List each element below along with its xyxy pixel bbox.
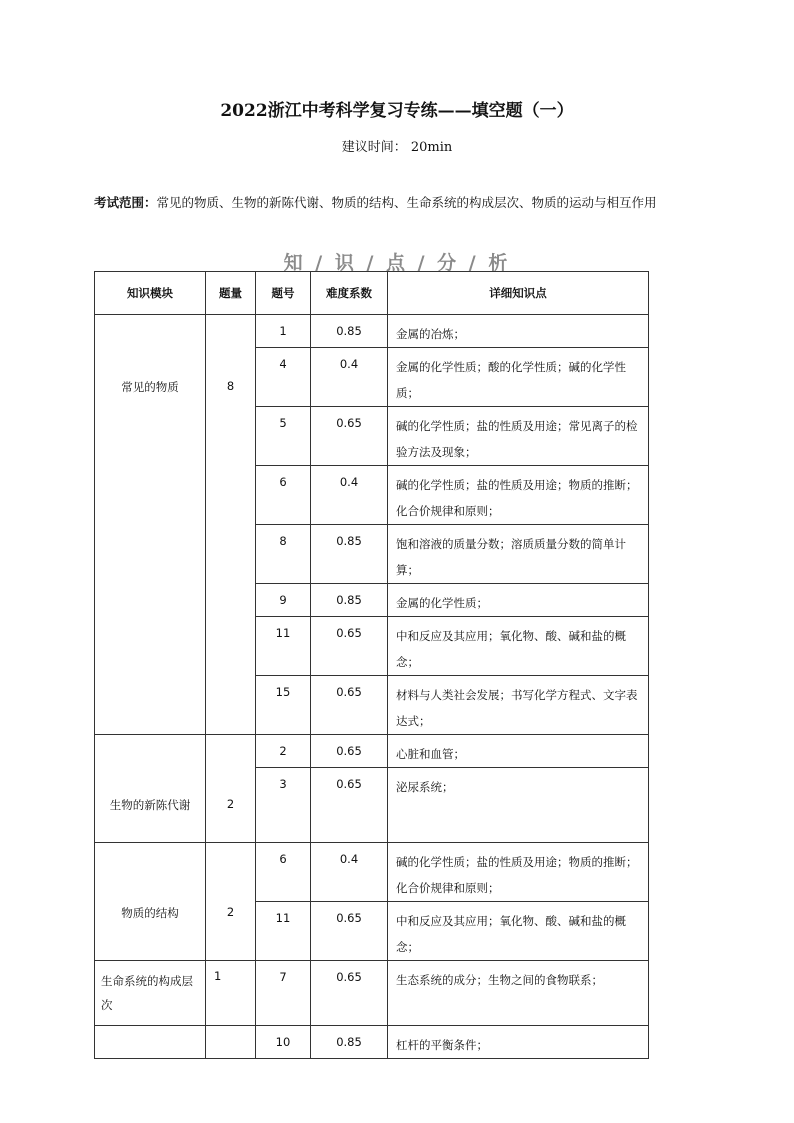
question-count: 2 xyxy=(226,797,235,811)
header-detail: 详细知识点 xyxy=(388,272,649,315)
module-name: 生物的新陈代谢 xyxy=(109,798,191,812)
question-number: 8 xyxy=(256,525,311,584)
knowledge-detail: 材料与人类社会发展；书写化学方程式、文字表达式； xyxy=(388,676,649,735)
exam-scope xyxy=(94,180,704,226)
module-name: 生命系统的构成层次 xyxy=(101,974,193,1012)
difficulty: 0.85 xyxy=(311,315,388,348)
module-cell xyxy=(95,1026,206,1059)
table-row xyxy=(95,843,649,902)
knowledge-detail: 杠杆的平衡条件； xyxy=(388,1026,649,1059)
difficulty: 0.4 xyxy=(311,843,388,902)
table-row xyxy=(95,735,649,768)
question-number: 11 xyxy=(256,902,311,961)
knowledge-detail: 碱的化学性质；盐的性质及用途；常见离子的检验方法及现象； xyxy=(388,407,649,466)
exam-scope-text: 常见的物质、生物的新陈代谢、物质的结构、生命系统的构成层次、物质的运动与相互作用 xyxy=(156,195,657,210)
knowledge-detail: 金属的冶炼； xyxy=(388,315,649,348)
difficulty: 0.65 xyxy=(311,617,388,676)
difficulty: 0.4 xyxy=(311,466,388,525)
question-number: 3 xyxy=(256,768,311,843)
knowledge-detail: 碱的化学性质；盐的性质及用途；物质的推断；化合价规律和原则； xyxy=(388,843,649,902)
header-module: 知识模块 xyxy=(95,272,206,315)
count-cell xyxy=(206,735,256,843)
question-count: 8 xyxy=(226,379,235,393)
question-number: 1 xyxy=(256,315,311,348)
module-cell xyxy=(95,843,206,961)
difficulty: 0.85 xyxy=(311,1026,388,1059)
question-number: 6 xyxy=(256,843,311,902)
knowledge-detail: 金属的化学性质； xyxy=(388,584,649,617)
difficulty: 0.65 xyxy=(311,961,388,1026)
question-count: 1 xyxy=(214,969,222,983)
header-number: 题号 xyxy=(256,272,311,315)
module-cell xyxy=(95,735,206,843)
difficulty: 0.65 xyxy=(311,735,388,768)
question-number: 2 xyxy=(256,735,311,768)
header-difficulty: 难度系数 xyxy=(311,272,388,315)
question-number: 15 xyxy=(256,676,311,735)
module-name: 常见的物质 xyxy=(121,380,179,394)
module-cell xyxy=(95,961,206,1026)
module-cell xyxy=(95,315,206,735)
difficulty: 0.85 xyxy=(311,584,388,617)
knowledge-detail: 碱的化学性质；盐的性质及用途；物质的推断；化合价规律和原则； xyxy=(388,466,649,525)
question-number: 7 xyxy=(256,961,311,1026)
question-number: 4 xyxy=(256,348,311,407)
count-cell xyxy=(206,315,256,735)
knowledge-detail: 心脏和血管； xyxy=(388,735,649,768)
knowledge-detail: 金属的化学性质；酸的化学性质；碱的化学性质； xyxy=(388,348,649,407)
knowledge-detail: 泌尿系统； xyxy=(388,768,649,843)
table-header-row xyxy=(95,272,649,315)
exam-scope-label: 考试范围： xyxy=(94,195,157,210)
count-cell xyxy=(206,1026,256,1059)
difficulty: 0.65 xyxy=(311,407,388,466)
document-title: 2022浙江中考科学复习专练——填空题（一） xyxy=(220,101,574,121)
question-number: 9 xyxy=(256,584,311,617)
table-row xyxy=(95,315,649,348)
count-cell xyxy=(206,843,256,961)
question-number: 11 xyxy=(256,617,311,676)
difficulty: 0.65 xyxy=(311,902,388,961)
difficulty: 0.4 xyxy=(311,348,388,407)
knowledge-detail: 饱和溶液的质量分数；溶质质量分数的简单计算； xyxy=(388,525,649,584)
difficulty: 0.65 xyxy=(311,768,388,843)
knowledge-detail: 中和反应及其应用；氧化物、酸、碱和盐的概念； xyxy=(388,902,649,961)
module-name: 物质的结构 xyxy=(121,906,179,920)
question-number: 10 xyxy=(256,1026,311,1059)
suggested-time: 建议时间： 20min xyxy=(341,140,453,155)
count-cell xyxy=(206,961,256,1026)
header-count: 题量 xyxy=(206,272,256,315)
table-row xyxy=(95,961,649,1026)
knowledge-table xyxy=(94,271,649,1059)
difficulty: 0.85 xyxy=(311,525,388,584)
question-count: 2 xyxy=(226,905,235,919)
table-row xyxy=(95,1026,649,1059)
question-number: 6 xyxy=(256,466,311,525)
question-number: 5 xyxy=(256,407,311,466)
knowledge-detail: 中和反应及其应用；氧化物、酸、碱和盐的概念； xyxy=(388,617,649,676)
section-heading: 知 / 识 / 点 / 分 / 析 xyxy=(283,252,511,274)
knowledge-detail: 生态系统的成分；生物之间的食物联系； xyxy=(388,961,649,1026)
difficulty: 0.65 xyxy=(311,676,388,735)
